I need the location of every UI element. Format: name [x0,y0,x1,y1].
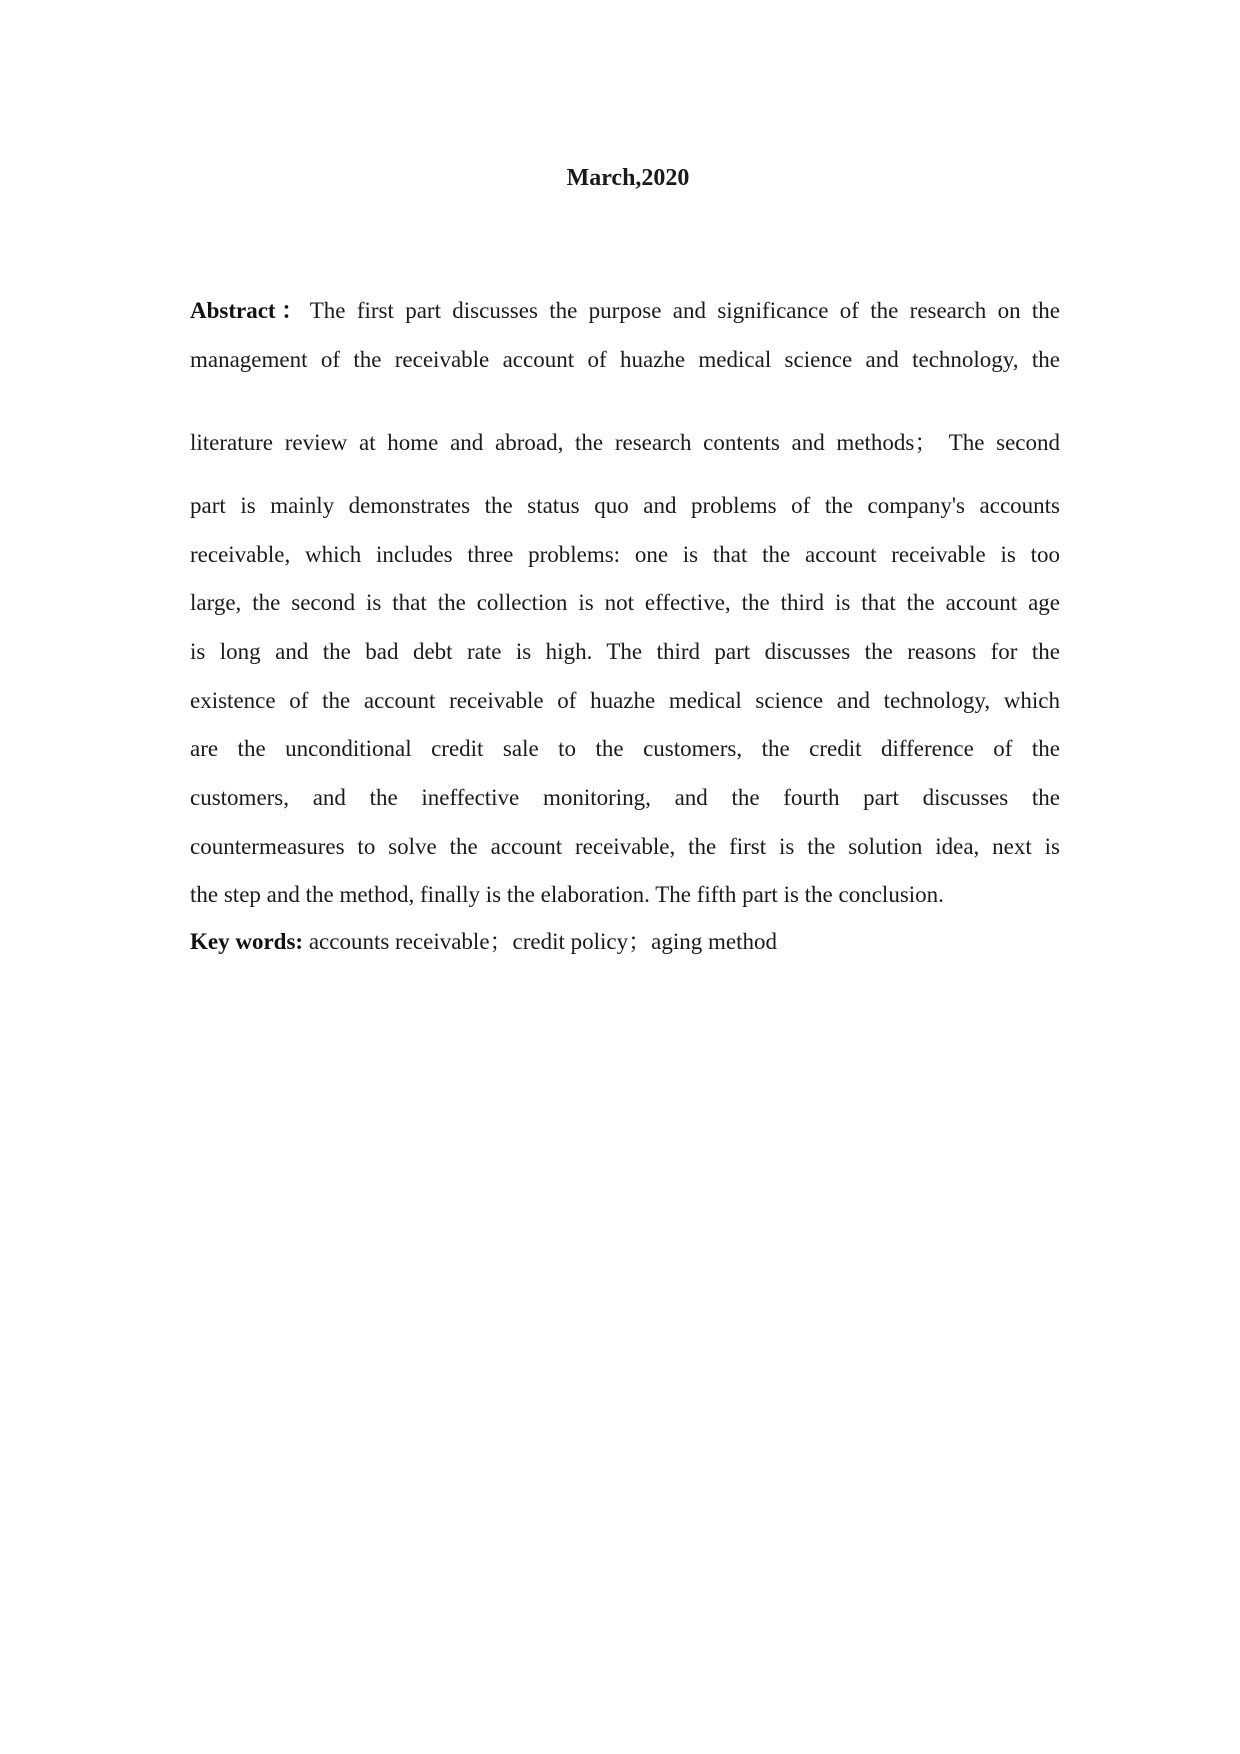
abstract-line-7: is long and the bad debt rate is high. The third part discusses the reasons for the [190,639,1060,664]
abstract-line-3: literature review at home and abroad, the research contents and methods； The second [190,430,1060,455]
abstract-line-text: The first part discusses the purpose and significance of the research on the [309,298,1061,323]
abstract-label: Abstract： [190,298,310,323]
abstract-line-12: the step and the method, finally is the elaboration. The fifth part is the conclusion. [190,882,944,907]
abstract-line-1 [190,296,1060,326]
abstract-line-11: countermeasures to solve the account receivable, the first is the solution idea, next is [190,834,1060,859]
abstract-line-2: management of the receivable account of huazhe medical science and technology, the [190,347,1060,372]
abstract-line-4: part is mainly demonstrates the status quo and problems of the company's accounts [190,493,1060,518]
date-heading: March,2020 [566,165,690,191]
keywords-label: Key words: [190,929,304,954]
abstract-line-10: customers, and the ineffective monitoring, and the fourth part discusses the [190,785,1060,810]
abstract-line-5: receivable, which includes three problems: one is that the account receivable is too [190,542,1060,567]
keywords-text: accounts receivable；credit policy；aging method [303,929,777,954]
abstract-line-9: are the unconditional credit sale to the customers, the credit difference of the [190,736,1060,761]
keywords-line [190,927,1060,957]
abstract-line-6: large, the second is that the collection is not effective, the third is that the account age [190,590,1060,615]
abstract-line-8: existence of the account receivable of huazhe medical science and technology, which [190,688,1060,713]
